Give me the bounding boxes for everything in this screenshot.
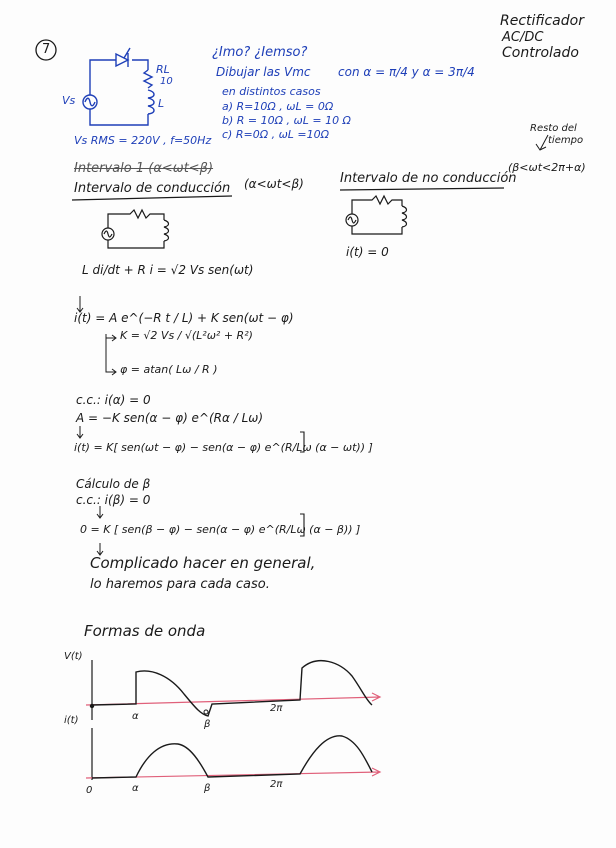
- question-line-3: en distintos casos: [222, 85, 321, 98]
- title-line-1: Rectificador: [500, 13, 584, 29]
- current-axis-label: i(t): [64, 715, 79, 726]
- inductor-icon: [148, 90, 154, 114]
- problem-number: 7: [42, 42, 51, 57]
- k-definition: K = √2 Vs / √(L²ω² + R²): [120, 329, 253, 342]
- conduction-interval-range: (α<ωt<β): [244, 177, 304, 191]
- bracket-arrow-icon: [106, 334, 116, 375]
- i-zero-tick: 0: [86, 785, 93, 796]
- i-beta-tick: β: [204, 783, 211, 794]
- current-trace: [92, 736, 372, 778]
- resistor-icon: [144, 70, 152, 88]
- waveforms-title: Formas de onda: [84, 622, 206, 640]
- question-line-1: ¿Imo? ¿Iemso?: [212, 45, 308, 60]
- note-line-1: Complicado hacer en general,: [90, 554, 316, 572]
- question-line-2: Dibujar las Vmc: [216, 65, 311, 79]
- arrow-icon: [77, 426, 83, 438]
- case-b: b) R = 10Ω , ωL = 10 Ω: [222, 114, 351, 127]
- v-two-pi-tick: 2π: [270, 703, 283, 714]
- inductor-label: L: [158, 97, 165, 110]
- circuit-ode: L di/dt + R i = √2 Vs sen(ωt): [82, 263, 254, 277]
- arrow-icon: [77, 296, 83, 312]
- note-line-2: lo haremos para cada caso.: [90, 577, 270, 592]
- voltage-waveform-plot: [86, 660, 380, 720]
- struck-interval-heading: Intervalo 1 (α<ωt<β): [74, 161, 214, 176]
- non-conduction-circuit-diagram: [346, 196, 407, 234]
- title-line-2: AC/DC: [502, 30, 544, 45]
- title-line-3: Controlado: [502, 45, 579, 61]
- circuit-specs: Vs RMS = 220V , f=50Hz: [74, 134, 212, 147]
- question-condition: con α = π/4 y α = 3π/4: [338, 65, 475, 79]
- circuit-wire-left-top: [90, 60, 116, 95]
- beta-equation: 0 = K [ sen(β − φ) − sen(α − φ) e^(R/Lω (α − β)) ]: [80, 523, 361, 536]
- resistor-label: RL: [156, 63, 170, 76]
- thyristor-icon: [116, 54, 128, 66]
- voltage-axis-label: V(t): [64, 651, 83, 662]
- arrow-icon: [536, 135, 548, 150]
- current-expression: i(t) = K[ sen(ωt − φ) − sen(α − φ) e^(R/Lω (α − ωt)) ]: [74, 441, 373, 454]
- rest-of-time-note-1: Resto del: [530, 123, 577, 134]
- phi-definition: φ = atan( Lω / R ): [120, 363, 218, 376]
- a-definition: A = −K sen(α − φ) e^(Rα / Lω): [76, 411, 264, 425]
- case-c: c) R=0Ω , ωL =10Ω: [222, 128, 330, 141]
- v-beta-tick: β: [204, 719, 211, 730]
- beta-calc-title: Cálculo de β: [76, 477, 151, 491]
- case-a: a) R=10Ω , ωL = 0Ω: [222, 100, 334, 113]
- voltage-trace: [92, 661, 372, 716]
- source-label: Vs: [62, 94, 76, 107]
- arrow-icon: [97, 506, 103, 518]
- resistor-sub: 10: [160, 76, 173, 87]
- boundary-condition-1: c.c.: i(α) = 0: [76, 393, 151, 407]
- non-conduction-interval-range: (β<ωt<2π+α): [508, 161, 586, 174]
- v-alpha-tick: α: [132, 711, 139, 722]
- rectifier-circuit-diagram: [83, 48, 154, 125]
- current-waveform-plot: [86, 728, 380, 780]
- conduction-interval-heading: Intervalo de conducción: [74, 181, 231, 196]
- i-two-pi-tick: 2π: [270, 779, 283, 790]
- conduction-circuit-diagram: [102, 210, 169, 248]
- general-solution: i(t) = A e^(−R t / L) + K sen(ωt − φ): [74, 311, 294, 325]
- non-conduction-interval-heading: Intervalo de no conducción: [340, 171, 517, 186]
- i-alpha-tick: α: [132, 783, 139, 794]
- rest-of-time-note-2: tiempo: [548, 135, 584, 146]
- circuit-wire-right-top: [132, 60, 148, 70]
- boundary-condition-2: c.c.: i(β) = 0: [76, 493, 151, 507]
- non-conduction-current: i(t) = 0: [346, 245, 389, 259]
- circuit-wire-bottom: [90, 109, 148, 125]
